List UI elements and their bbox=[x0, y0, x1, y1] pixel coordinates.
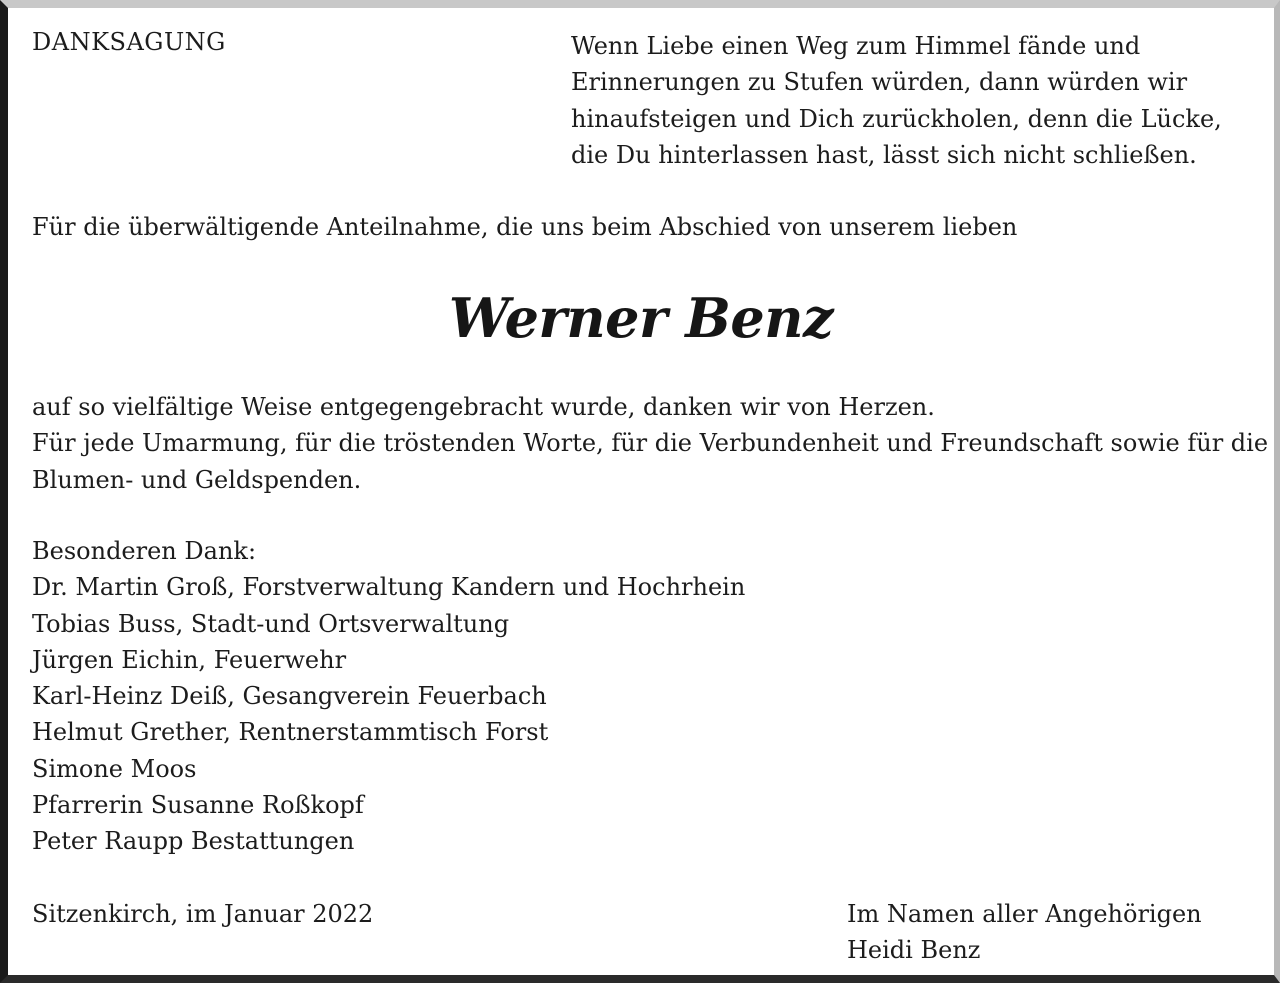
quote-line: Erinnerungen zu Stufen würden, dann würden wir bbox=[571, 68, 1188, 97]
place-date: Sitzenkirch, im Januar 2022 bbox=[32, 900, 374, 928]
deceased-name: Werner Benz bbox=[448, 286, 834, 350]
thanks-line: auf so vielfältige Weise entgegengebracht wurde, danken wir von Herzen. bbox=[32, 393, 935, 421]
quote-line: hinaufsteigen und Dich zurückholen, denn die Lücke, bbox=[571, 104, 1222, 133]
special-thanks-label: Besonderen Dank: bbox=[32, 537, 257, 565]
thanks-line: Blumen- und Geldspenden. bbox=[32, 465, 362, 494]
notice-heading: DANKSAGUNG bbox=[32, 28, 226, 56]
special-thanks-name: Pfarrerin Susanne Roßkopf bbox=[32, 791, 364, 820]
thanks-paragraph bbox=[32, 389, 1268, 498]
special-thanks-name: Jürgen Eichin, Feuerwehr bbox=[32, 645, 347, 674]
signature-block bbox=[847, 896, 1202, 969]
special-thanks-name: Peter Raupp Bestattungen bbox=[32, 827, 355, 856]
special-thanks-name: Tobias Buss, Stadt-und Ortsverwaltung bbox=[32, 609, 510, 638]
memorial-quote bbox=[571, 28, 1222, 173]
signature-name: Heidi Benz bbox=[847, 936, 981, 965]
special-thanks-name: Helmut Grether, Rentnerstammtisch Forst bbox=[32, 718, 549, 747]
special-thanks-name: Karl-Heinz Deiß, Gesangverein Feuerbach bbox=[32, 682, 547, 711]
signature-line: Im Namen aller Angehörigen bbox=[847, 900, 1202, 928]
special-thanks bbox=[32, 533, 745, 860]
thanks-line: Für jede Umarmung, für die tröstenden Worte, für die Verbundenheit und Freundschaft sowie für die bbox=[32, 429, 1269, 458]
quote-line: Wenn Liebe einen Weg zum Himmel fände und bbox=[571, 32, 1141, 60]
quote-line: die Du hinterlassen hast, lässt sich nicht schließen. bbox=[571, 140, 1197, 169]
special-thanks-name: Simone Moos bbox=[32, 754, 197, 783]
special-thanks-name: Dr. Martin Groß, Forstverwaltung Kandern und Hochrhein bbox=[32, 573, 746, 602]
intro-text: Für die überwältigende Anteilnahme, die uns beim Abschied von unserem lieben bbox=[32, 213, 1018, 241]
